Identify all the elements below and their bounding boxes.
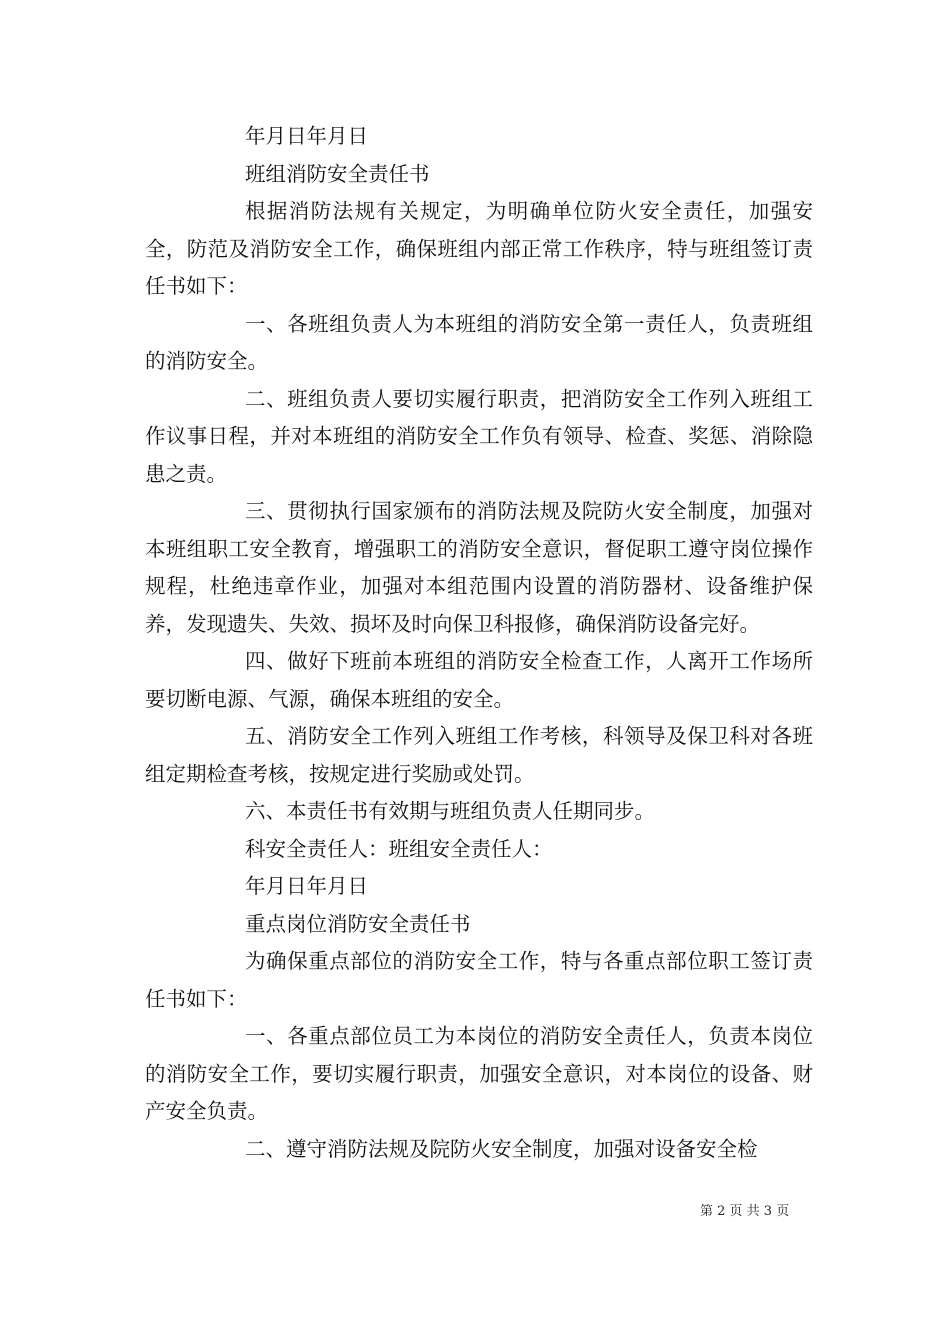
- document-body: [145, 118, 813, 1168]
- date-line: 年月日年月日: [245, 124, 368, 148]
- date-line: 年月日年月日: [245, 874, 368, 898]
- signature-line: 科安全责任人：班组安全责任人：: [245, 836, 553, 861]
- paragraph: 二、遵守消防法规及院防火安全制度，加强对设备安全检: [245, 1136, 758, 1161]
- paragraph: 一、各班组负责人为本班组的消防安全第一责任人，负责班组的消防安全。: [145, 311, 813, 373]
- paragraph: 一、各重点部位员工为本岗位的消防安全责任人，负责本岗位的消防安全工作，要切实履行职责，加强安全意识，对本岗位的设备、财产安全负责。: [145, 1024, 813, 1123]
- page-number: 第 2 页 共 3 页: [700, 1204, 790, 1219]
- paragraph: 六、本责任书有效期与班组负责人任期同步。: [245, 799, 655, 823]
- section-title: 班组消防安全责任书: [245, 161, 430, 186]
- paragraph: 四、做好下班前本班组的消防安全检查工作，人离开工作场所要切断电源、气源，确保本班组的安全。: [145, 649, 813, 711]
- paragraph: 为确保重点部位的消防安全工作，特与各重点部位职工签订责任书如下：: [145, 949, 813, 1011]
- section-title: 重点岗位消防安全责任书: [245, 911, 471, 936]
- paragraph: 三、贯彻执行国家颁布的消防法规及院防火安全制度，加强对本班组职工安全教育，增强职工的消防安全意识，督促职工遵守岗位操作规程，杜绝违章作业，加强对本组范围内设置的消防器材、设备维护保养，发现遗失、失效、损坏及时向保卫科报修，确保消防设备完好。: [145, 499, 813, 636]
- paragraph: 根据消防法规有关规定，为明确单位防火安全责任，加强安全，防范及消防安全工作，确保班组内部正常工作秩序，特与班组签订责任书如下：: [145, 199, 813, 298]
- paragraph: 五、消防安全工作列入班组工作考核，科领导及保卫科对各班组定期检查考核，按规定进行奖励或处罚。: [145, 724, 813, 786]
- paragraph: 二、班组负责人要切实履行职责，把消防安全工作列入班组工作议事日程，并对本班组的消防安全工作负有领导、检查、奖惩、消除隐患之责。: [145, 386, 813, 486]
